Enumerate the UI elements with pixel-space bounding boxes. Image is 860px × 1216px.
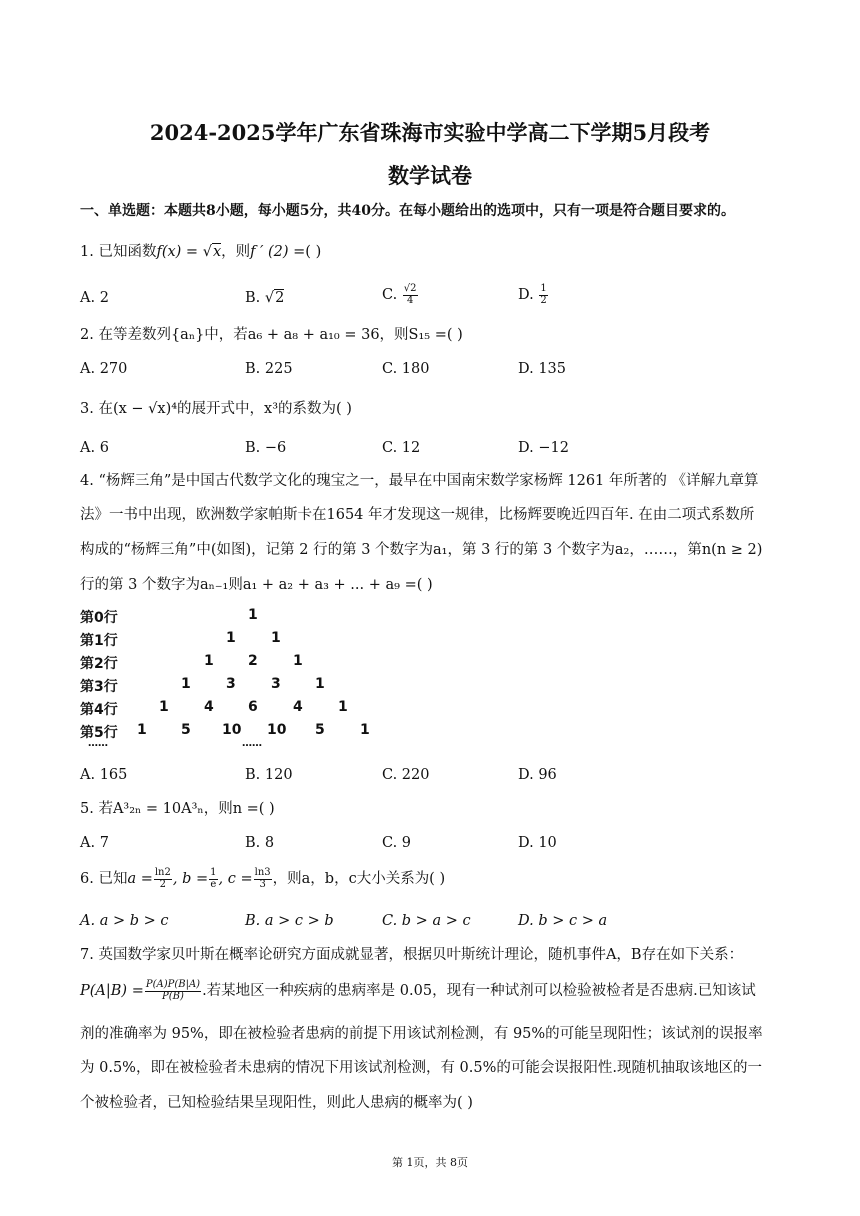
q1-fprime: f ′ (2) bbox=[250, 244, 289, 260]
triangle-number: 2 bbox=[248, 653, 258, 669]
q1-eq: = bbox=[181, 244, 203, 260]
triangle-number: 5 bbox=[181, 722, 191, 738]
triangle-number: 1 bbox=[315, 676, 325, 692]
triangle-ellipsis: …… bbox=[88, 738, 108, 749]
triangle-number: 1 bbox=[338, 699, 348, 715]
triangle-number: 1 bbox=[159, 699, 169, 715]
page-title: 2024-2025学年广东省珠海市实验中学高二下学期5月段考 bbox=[149, 120, 711, 145]
q2-option-c[interactable]: C. 180 bbox=[382, 361, 430, 377]
q7-line-2-text: .若某地区一种疾病的患病率是 0.05，现有一种试剂可以检验被检者是否患病.已知该试 bbox=[202, 983, 756, 999]
q7-line-5: 个被检验者，已知检验结果呈现阳性，则此人患病的概率为( ) bbox=[80, 1095, 473, 1111]
triangle-row-label: 第4行 bbox=[80, 702, 118, 718]
page-subtitle: 数学试卷 bbox=[388, 163, 472, 188]
q3-stem: 3. 在(x − √x)⁴的展开式中，x³的系数为( ) bbox=[80, 401, 352, 417]
q6-text-post: ，则a，b，c大小关系为( ) bbox=[272, 871, 446, 887]
q6-b: , b = bbox=[172, 871, 209, 887]
triangle-number: 1 bbox=[204, 653, 214, 669]
q6-a-num: ln2 bbox=[154, 867, 171, 878]
q2-option-b[interactable]: B. 225 bbox=[245, 361, 293, 377]
q3-option-c[interactable]: C. 12 bbox=[382, 440, 421, 456]
q7-formula-lhs: P(A|B) = bbox=[80, 983, 144, 999]
triangle-number: 1 bbox=[293, 653, 303, 669]
q6-stem bbox=[80, 868, 445, 890]
triangle-row-label: 第1行 bbox=[80, 633, 118, 649]
q1-text-c: =( ) bbox=[288, 244, 322, 260]
triangle-row-label: 第2行 bbox=[80, 656, 118, 672]
triangle-number: 1 bbox=[226, 630, 236, 646]
q1-option-b[interactable]: B. √2 bbox=[245, 290, 285, 306]
q5-option-a[interactable]: A. 7 bbox=[80, 835, 109, 851]
q1-d-label: D. bbox=[518, 287, 539, 303]
triangle-number: 10 bbox=[222, 722, 242, 738]
q1-c-label: C. bbox=[382, 287, 402, 303]
triangle-number: 10 bbox=[267, 722, 287, 738]
q3-option-a[interactable]: A. 6 bbox=[80, 440, 109, 456]
section-heading: 一、单选题：本题共8小题，每小题5分，共40分。在每小题给出的选项中，只有一项是符合题目要求的。 bbox=[80, 203, 735, 219]
q6-text: 6. 已知 bbox=[80, 871, 128, 887]
q1-text: 1. 已知函数 bbox=[80, 244, 157, 260]
q4-option-d[interactable]: D. 96 bbox=[518, 767, 557, 783]
q4-option-a[interactable]: A. 165 bbox=[80, 767, 128, 783]
triangle-number: 1 bbox=[181, 676, 191, 692]
triangle-number: 6 bbox=[248, 699, 258, 715]
triangle-number: 1 bbox=[271, 630, 281, 646]
triangle-row-label: 第0行 bbox=[80, 610, 118, 626]
q1-fx: f(x) bbox=[156, 244, 182, 260]
q2-option-a[interactable]: A. 270 bbox=[80, 361, 128, 377]
q6-c-den: 3 bbox=[259, 878, 266, 890]
q2-stem: 2. 在等差数列{aₙ}中，若a₆ + a₈ + a₁₀ = 36，则S₁₅ =( ) bbox=[80, 327, 463, 343]
q5-option-c[interactable]: C. 9 bbox=[382, 835, 412, 851]
triangle-ellipsis: …… bbox=[242, 738, 262, 749]
triangle-row-label: 第5行 bbox=[80, 725, 118, 741]
q2-option-d[interactable]: D. 135 bbox=[518, 361, 567, 377]
q1-stem: 1. 已知函数f(x) = √x，则f ′ (2) =( ) bbox=[80, 244, 322, 260]
q1-b-label: B. bbox=[245, 290, 265, 306]
triangle-number: 4 bbox=[204, 699, 214, 715]
triangle-row-label: 第3行 bbox=[80, 679, 118, 695]
q4-option-c[interactable]: C. 220 bbox=[382, 767, 430, 783]
q4-line-2: 法》一书中出现，欧洲数学家帕斯卡在1654 年才发现这一规律，比杨辉要晚近四百年. 在由二项式系数所 bbox=[80, 507, 755, 523]
q1-c-num: √2 bbox=[403, 283, 417, 294]
q4-line-4: 行的第 3 个数字为aₙ₋₁则a₁ + a₂ + a₃ + ... + a₉ =( ) bbox=[80, 577, 433, 593]
q6-option-d[interactable]: D. b > c > a bbox=[518, 913, 608, 929]
page-footer: 第 1页，共 8页 bbox=[392, 1156, 468, 1169]
q6-b-den: e bbox=[210, 878, 217, 890]
q6-a: a = bbox=[127, 871, 153, 887]
triangle-number: 3 bbox=[226, 676, 236, 692]
q7-line-1: 7. 英国数学家贝叶斯在概率论研究方面成就显著，根据贝叶斯统计理论，随机事件A，B存在如下关系： bbox=[80, 947, 744, 963]
q6-option-a[interactable]: A. a > b > c bbox=[80, 913, 169, 929]
q5-option-b[interactable]: B. 8 bbox=[245, 835, 275, 851]
triangle-number: 1 bbox=[137, 722, 147, 738]
triangle-number: 1 bbox=[360, 722, 370, 738]
q6-b-num: 1 bbox=[210, 867, 217, 878]
q7-line-4: 为 0.5%，即在被检验者未患病的情况下用该试剂检测，有 0.5%的可能会误报阳性.现随机抽取该地区的一 bbox=[80, 1060, 762, 1076]
q4-option-b[interactable]: B. 120 bbox=[245, 767, 293, 783]
triangle-number: 1 bbox=[248, 607, 258, 623]
q7-line-2 bbox=[80, 980, 756, 1002]
triangle-number: 3 bbox=[271, 676, 281, 692]
q1-option-a[interactable]: A. 2 bbox=[80, 290, 109, 306]
q3-option-b[interactable]: B. −6 bbox=[245, 440, 287, 456]
triangle-number: 4 bbox=[293, 699, 303, 715]
q1-c-den: 4 bbox=[406, 294, 414, 306]
q6-a-den: 2 bbox=[159, 878, 167, 890]
q1-text-b: ，则 bbox=[221, 244, 251, 260]
q1-option-c[interactable] bbox=[382, 284, 419, 306]
q3-option-d[interactable]: D. −12 bbox=[518, 440, 569, 456]
q4-line-1: 4. “杨辉三角”是中国古代数学文化的瑰宝之一，最早在中国南宋数学家杨辉 1261 年所著的 《详解九章算 bbox=[80, 473, 759, 489]
q1-d-den: 2 bbox=[540, 294, 547, 306]
q1-option-d[interactable] bbox=[518, 284, 549, 306]
q7-formula-den: P(B) bbox=[162, 990, 184, 1002]
q7-formula-num: P(A)P(B|A) bbox=[145, 979, 201, 990]
q7-line-3: 剂的准确率为 95%，即在被检验者患病的前提下用该试剂检测，有 95%的可能呈现阳性；该试剂的误报率 bbox=[80, 1026, 763, 1042]
q6-option-b[interactable]: B. a > c > b bbox=[245, 913, 334, 929]
q1-b-value: 2 bbox=[275, 290, 285, 306]
q1-sqrt-x: x bbox=[212, 244, 222, 260]
q5-stem: 5. 若A³₂ₙ = 10A³ₙ，则n =( ) bbox=[80, 801, 275, 817]
q6-c-num: ln3 bbox=[254, 867, 271, 878]
q5-option-d[interactable]: D. 10 bbox=[518, 835, 557, 851]
q1-d-num: 1 bbox=[540, 283, 547, 294]
q4-line-3: 构成的“杨辉三角”中(如图)，记第 2 行的第 3 个数字为a₁，第 3 行的第 3 个数字为a₂，……，第n(n ≥ 2) bbox=[80, 542, 763, 558]
q6-option-c[interactable]: C. b > a > c bbox=[382, 913, 471, 929]
triangle-number: 5 bbox=[315, 722, 325, 738]
q6-c: , c = bbox=[218, 871, 253, 887]
